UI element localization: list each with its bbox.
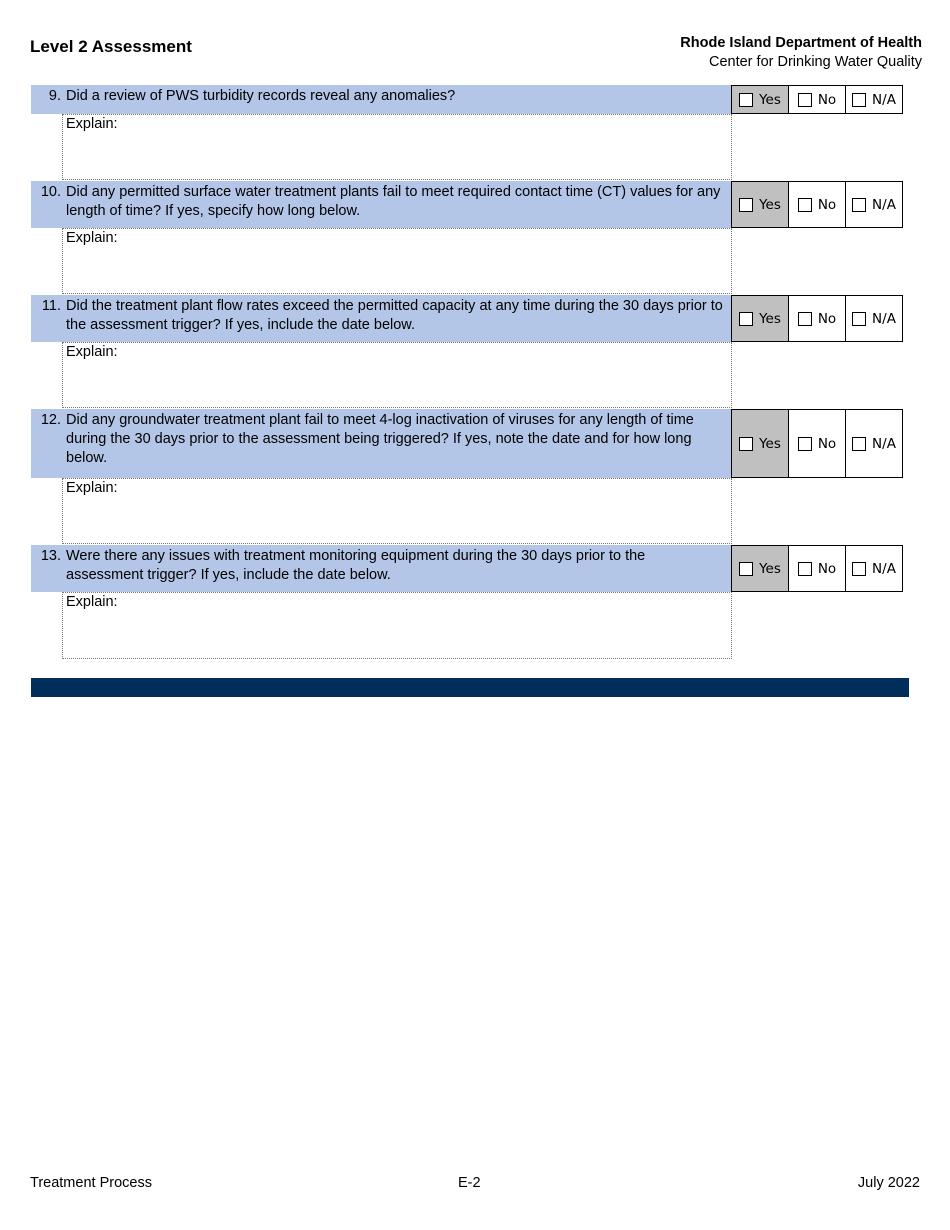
checkbox[interactable]	[739, 562, 753, 576]
checkbox[interactable]	[852, 312, 866, 326]
explain-field[interactable]	[62, 342, 732, 408]
explain-field[interactable]	[62, 592, 732, 659]
answer-options	[731, 181, 909, 228]
na-option[interactable]	[845, 295, 903, 342]
no-option[interactable]	[788, 295, 846, 342]
option-label: Yes	[759, 196, 781, 213]
checkbox[interactable]	[798, 437, 812, 451]
checkbox[interactable]	[798, 198, 812, 212]
option-label: Yes	[759, 91, 781, 108]
answer-options	[731, 545, 909, 592]
checkbox[interactable]	[852, 198, 866, 212]
checkbox[interactable]	[739, 312, 753, 326]
explain-label: Explain:	[66, 344, 118, 360]
question-text: Did any groundwater treatment plant fail to meet 4-log inactivation of viruses for any length of time during the 30 days prior to the assessment being triggered? If yes, note the date and for how long below.	[66, 412, 694, 466]
center-name: Center for Drinking Water Quality	[708, 54, 922, 70]
option-label: N/A	[872, 196, 896, 213]
yes-option[interactable]	[731, 409, 789, 478]
option-label: No	[817, 560, 837, 577]
question-row	[31, 409, 909, 478]
section-divider-bar	[31, 678, 909, 697]
na-option[interactable]	[845, 409, 903, 478]
checkbox[interactable]	[739, 198, 753, 212]
no-option[interactable]	[788, 181, 846, 228]
yes-option[interactable]	[731, 85, 789, 114]
footer-page-number: E-2	[458, 1175, 481, 1191]
question-number: 11.	[41, 298, 61, 314]
checkbox[interactable]	[852, 562, 866, 576]
answer-options	[731, 295, 909, 342]
option-label: No	[817, 196, 837, 213]
yes-option[interactable]	[731, 295, 789, 342]
option-label: N/A	[872, 435, 896, 452]
na-option[interactable]	[845, 181, 903, 228]
option-label: No	[817, 310, 837, 327]
footer-date: July 2022	[857, 1175, 920, 1191]
checkbox[interactable]	[798, 93, 812, 107]
no-option[interactable]	[788, 545, 846, 592]
question-row	[31, 295, 909, 342]
checkbox[interactable]	[739, 437, 753, 451]
option-label: N/A	[872, 310, 896, 327]
option-label: N/A	[872, 91, 896, 108]
checkbox[interactable]	[852, 437, 866, 451]
option-label: No	[817, 435, 837, 452]
no-option[interactable]	[788, 85, 846, 114]
org-name: Rhode Island Department of Health	[680, 35, 922, 51]
explain-label: Explain:	[66, 594, 118, 610]
explain-label: Explain:	[66, 230, 118, 246]
explain-field[interactable]	[62, 228, 732, 294]
na-option[interactable]	[845, 545, 903, 592]
question-number: 13.	[40, 548, 61, 564]
option-label: Yes	[759, 435, 781, 452]
question-text: Did the treatment plant flow rates exceed the permitted capacity at any time during the 30 days prior to the assessment trigger? If yes, include the date below.	[66, 298, 723, 333]
document-title: Level 2 Assessment	[30, 37, 192, 56]
question-row	[31, 85, 909, 114]
checkbox[interactable]	[739, 93, 753, 107]
checkbox[interactable]	[798, 562, 812, 576]
explain-field[interactable]	[62, 478, 732, 544]
footer-section-name: Treatment Process	[30, 1175, 152, 1191]
explain-label: Explain:	[66, 116, 118, 132]
explain-field[interactable]	[62, 114, 732, 180]
question-number: 10.	[40, 184, 61, 200]
yes-option[interactable]	[731, 181, 789, 228]
no-option[interactable]	[788, 409, 846, 478]
checkbox[interactable]	[798, 312, 812, 326]
question-row	[31, 545, 909, 592]
question-text: Were there any issues with treatment monitoring equipment during the 30 days prior to the assessment trigger? If yes, include the date below.	[66, 548, 646, 583]
option-label: No	[817, 91, 837, 108]
question-row	[31, 181, 909, 228]
option-label: Yes	[759, 310, 781, 327]
answer-options	[731, 85, 909, 114]
yes-option[interactable]	[731, 545, 789, 592]
answer-options	[731, 409, 909, 478]
option-label: Yes	[759, 560, 781, 577]
checkbox[interactable]	[852, 93, 866, 107]
question-text: Did a review of PWS turbidity records reveal any anomalies?	[66, 88, 456, 104]
na-option[interactable]	[845, 85, 903, 114]
option-label: N/A	[872, 560, 896, 577]
explain-label: Explain:	[66, 480, 118, 496]
header-right	[680, 34, 922, 72]
question-text: Did any permitted surface water treatment plants fail to meet required contact time (CT) values for any length of time? If yes, specify how long below.	[66, 184, 721, 219]
question-number: 9.	[48, 88, 61, 104]
question-number: 12.	[40, 412, 61, 428]
